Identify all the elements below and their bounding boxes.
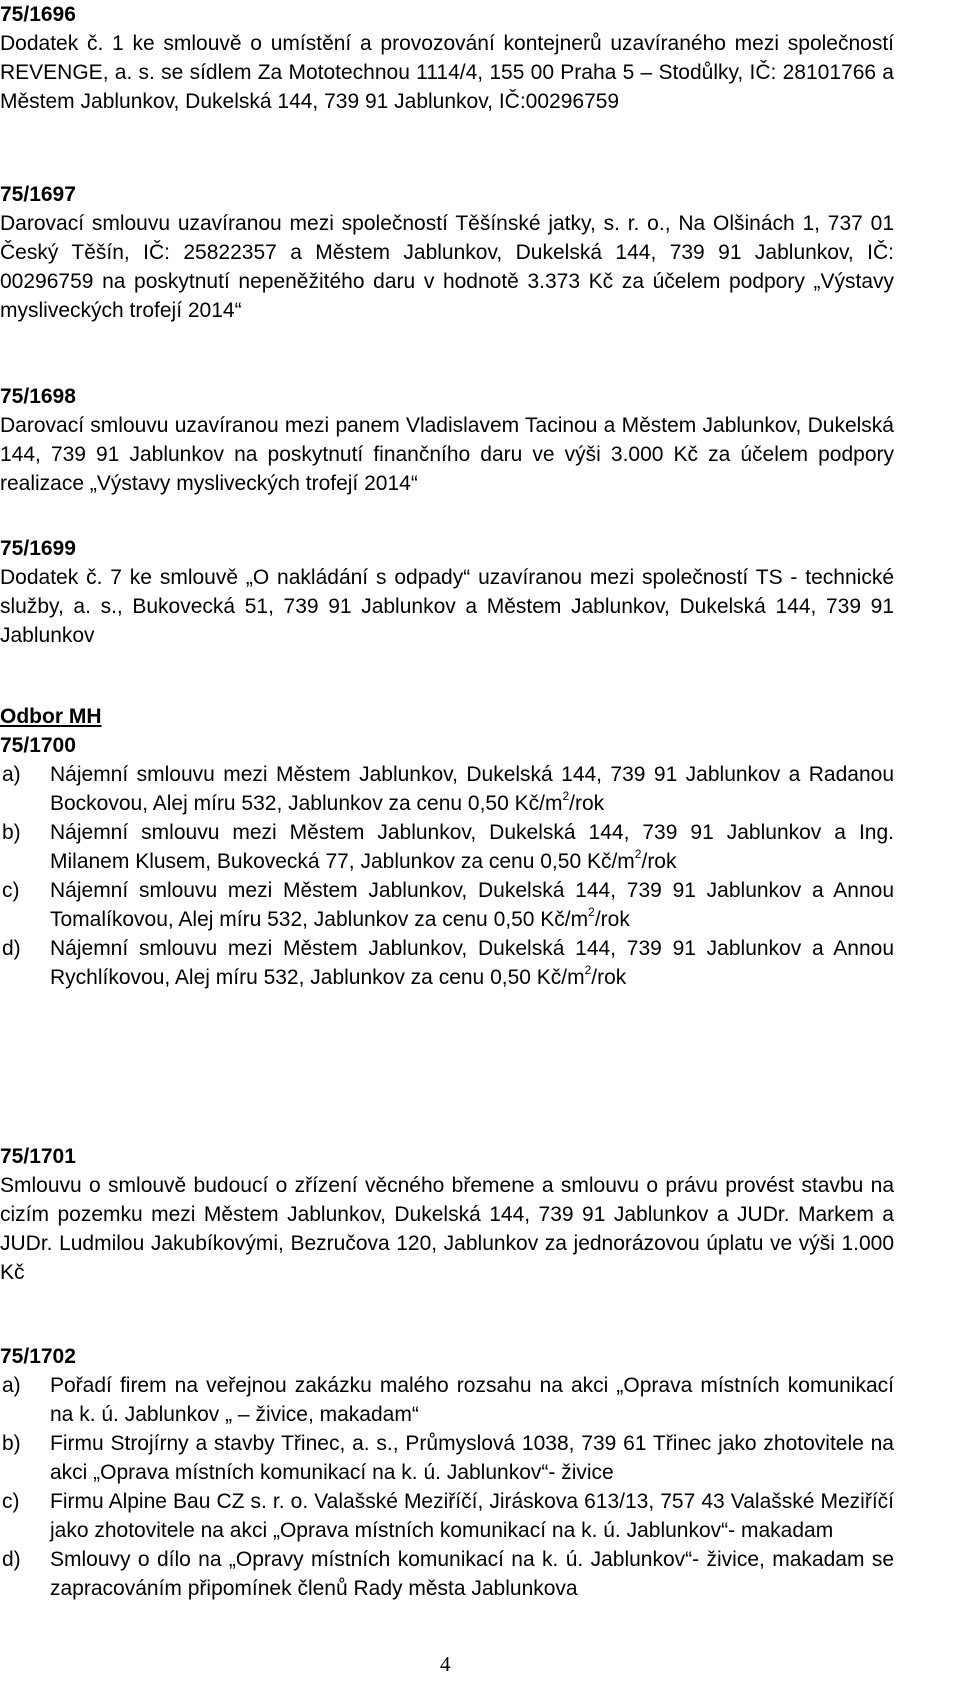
resolution-1697 bbox=[0, 180, 894, 325]
resolution-1702 bbox=[0, 1342, 894, 1603]
list-item-text: Firmu Alpine Bau CZ s. r. o. Valašské Meziříčí, Jiráskova 613/13, 757 43 Valašské Meziříčí jako zhotovitele na akci „Oprava místních komunikací na k. ú. Jablunkov“- makadam bbox=[50, 1490, 894, 1542]
resolution-1698 bbox=[0, 382, 894, 498]
resolution-number: 75/1701 bbox=[0, 1145, 76, 1168]
list-item-text: Nájemní smlouvu mezi Městem Jablunkov, Dukelská 144, 739 91 Jablunkov a Annou Tomalíkovou, Alej míru 532, Jablunkov za cenu 0,50 Kč/m bbox=[50, 879, 894, 931]
list-marker: b) bbox=[2, 1432, 21, 1455]
resolution-1700 bbox=[0, 702, 894, 992]
list-item-text: Pořadí firem na veřejnou zakázku malého rozsahu na akci „Oprava místních komunikací na k. ú. Jablunkov „ – živice, makadam“ bbox=[50, 1374, 894, 1426]
list-marker: a) bbox=[2, 763, 21, 786]
resolution-text: Smlouvu o smlouvě budoucí o zřízení věcného břemene a smlouvu o právu provést stavbu na cizím pozemku mezi Městem Jablunkov, Dukelská 144, 739 91 Jablunkov a JUDr. Markem a JUDr. Ludmilou Jakubíkovými, Bezručova 120, Jablunkov za jednorázovou úplatu ve výši 1.000 Kč bbox=[0, 1174, 894, 1284]
resolution-text: Darovací smlouvu uzavíranou mezi panem Vladislavem Tacinou a Městem Jablunkov, Dukelská 144, 739 91 Jablunkov na poskytnutí finančního daru ve výši 3.000 Kč za účelem podpory realizace „Výstavy mysliveckých trofejí 2014“ bbox=[0, 414, 894, 495]
resolution-number: 75/1697 bbox=[0, 183, 76, 206]
resolution-1701 bbox=[0, 1142, 894, 1287]
resolution-number: 75/1700 bbox=[0, 734, 76, 757]
list-item-tail: /rok bbox=[569, 792, 605, 815]
list-item bbox=[0, 876, 894, 934]
resolution-number: 75/1698 bbox=[0, 385, 76, 408]
list-item bbox=[0, 1429, 894, 1487]
list-item bbox=[0, 1487, 894, 1545]
list-item bbox=[0, 818, 894, 876]
list-item-text: Smlouvy o dílo na „Opravy místních komunikací na k. ú. Jablunkov“- živice, makadam se zapracováním připomínek členů Rady města Jablunkova bbox=[50, 1548, 894, 1600]
list-item-text: Nájemní smlouvu mezi Městem Jablunkov, Dukelská 144, 739 91 Jablunkov a Annou Rychlíkovou, Alej míru 532, Jablunkov za cenu 0,50 Kč/m bbox=[50, 937, 894, 989]
list-item bbox=[0, 760, 894, 818]
resolution-number: 75/1696 bbox=[0, 3, 76, 26]
resolution-text: Dodatek č. 1 ke smlouvě o umístění a provozování kontejnerů uzavíraného mezi společností REVENGE, a. s. se sídlem Za Mototechnou 1114/4, 155 00 Praha 5 – Stodůlky, IČ: 28101766 a Městem Jablunkov, Dukelská 144, 739 91 Jablunkov, IČ:00296759 bbox=[0, 32, 894, 113]
resolution-text: Dodatek č. 7 ke smlouvě „O nakládání s odpady“ uzavíranou mezi společností TS - technické služby, a. s., Bukovecká 51, 739 91 Jablunkov a Městem Jablunkov, Dukelská 144, 739 91 Jablunkov bbox=[0, 566, 894, 647]
list-marker: c) bbox=[2, 1490, 20, 1513]
list-item bbox=[0, 1371, 894, 1429]
resolution-1696 bbox=[0, 0, 894, 116]
list-marker: b) bbox=[2, 821, 21, 844]
resolution-number: 75/1702 bbox=[0, 1345, 76, 1368]
superscript: 2 bbox=[588, 905, 595, 919]
list-marker: a) bbox=[2, 1374, 21, 1397]
page-number: 4 bbox=[440, 1652, 451, 1676]
superscript: 2 bbox=[584, 963, 592, 977]
superscript: 2 bbox=[562, 789, 570, 803]
resolution-1699 bbox=[0, 534, 894, 650]
list-item-tail: /rok bbox=[591, 966, 627, 989]
department-heading: Odbor MH bbox=[0, 705, 102, 728]
list-item-tail: /rok bbox=[594, 908, 630, 931]
resolution-number: 75/1699 bbox=[0, 537, 76, 560]
list-item-text: Nájemní smlouvu mezi Městem Jablunkov, Dukelská 144, 739 91 Jablunkov a Ing. Milanem Klusem, Bukovecká 77, Jablunkov za cenu 0,50 Kč/m bbox=[50, 821, 894, 873]
lease-list bbox=[0, 760, 894, 992]
list-item bbox=[0, 934, 894, 992]
list-item-text: Nájemní smlouvu mezi Městem Jablunkov, Dukelská 144, 739 91 Jablunkov a Radanou Bockovou, Alej míru 532, Jablunkov za cenu 0,50 Kč/m bbox=[50, 763, 894, 815]
tender-list bbox=[0, 1371, 894, 1603]
superscript: 2 bbox=[634, 847, 642, 861]
list-item-text: Firmu Strojírny a stavby Třinec, a. s., Průmyslová 1038, 739 61 Třinec jako zhotovitele na akci „Oprava místních komunikací na k. ú. Jablunkov“- živice bbox=[50, 1432, 894, 1484]
list-marker: d) bbox=[2, 1548, 21, 1571]
list-marker: d) bbox=[2, 937, 21, 960]
list-marker: c) bbox=[2, 879, 20, 902]
list-item bbox=[0, 1545, 894, 1603]
list-item-tail: /rok bbox=[641, 850, 677, 873]
resolution-text: Darovací smlouvu uzavíranou mezi společností Těšínské jatky, s. r. o., Na Olšinách 1, 737 01 Český Těšín, IČ: 25822357 a Městem Jablunkov, Dukelská 144, 739 91 Jablunkov, IČ: 00296759 na poskytnutí nepeněžitého daru v hodnotě 3.373 Kč za účelem podpory „Výstavy mysliveckých trofejí 2014“ bbox=[0, 212, 894, 322]
